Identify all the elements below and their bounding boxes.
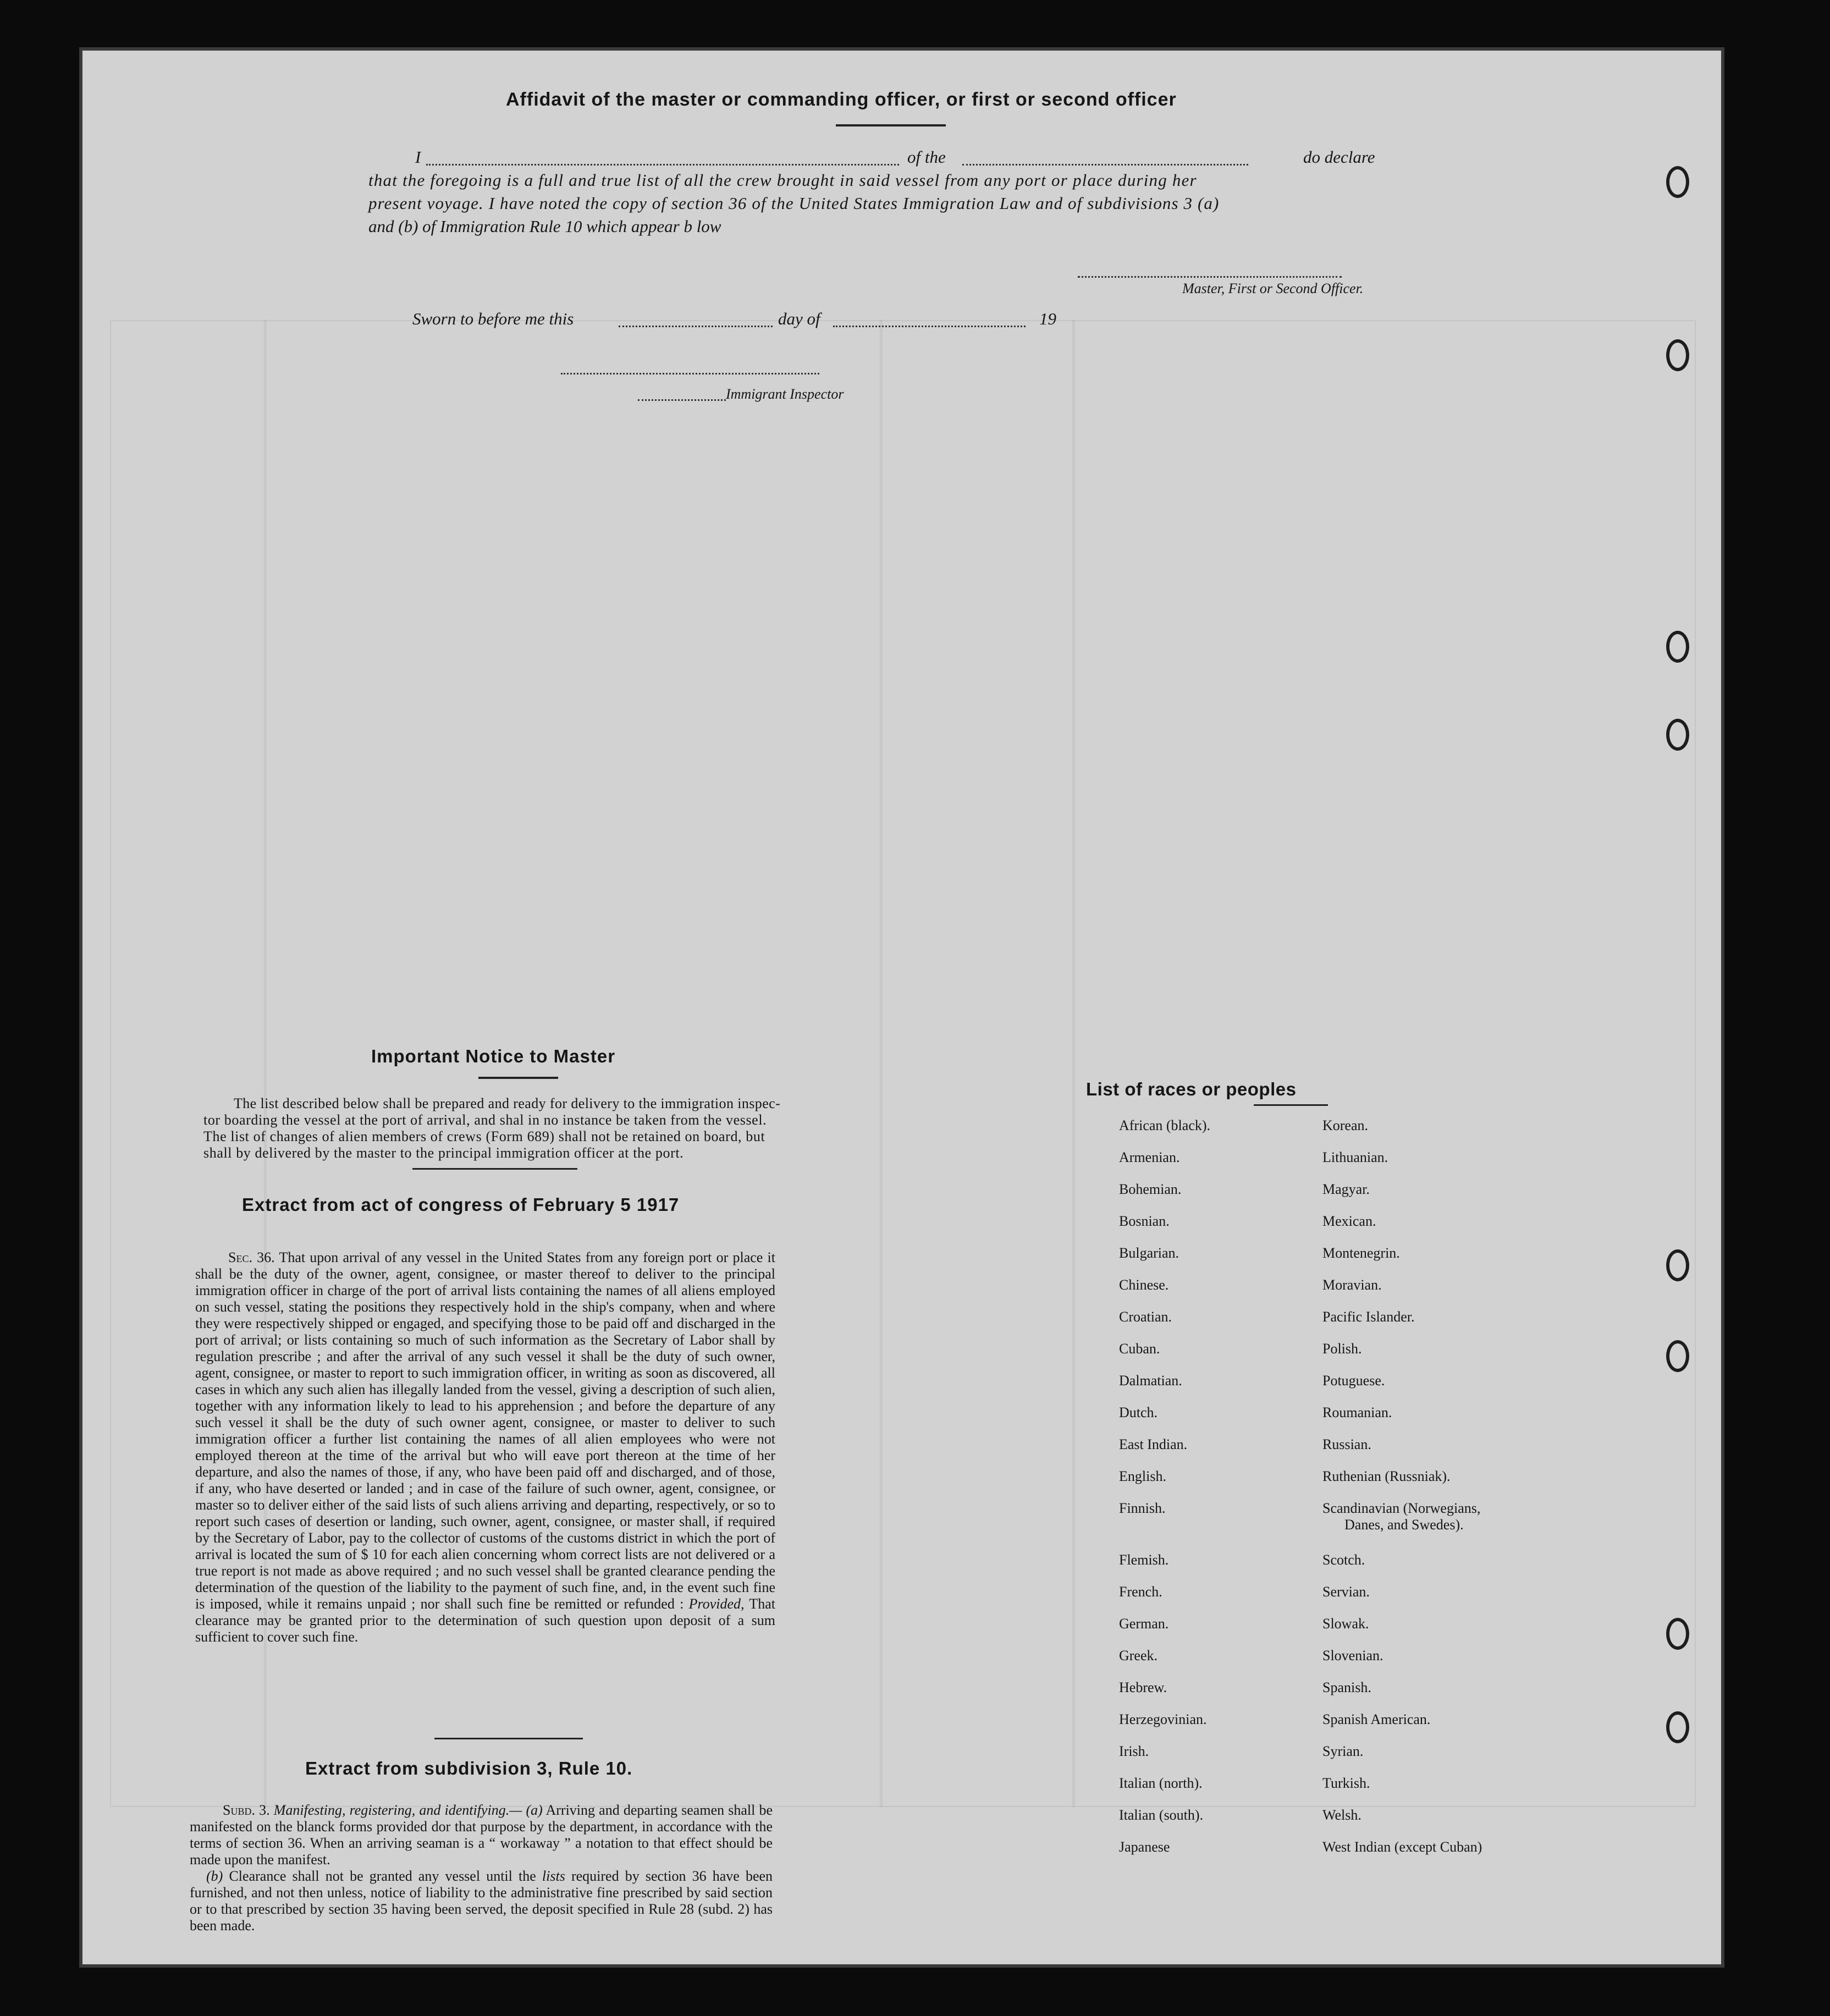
race-item-continuation: Danes, and Swedes).: [1344, 1517, 1464, 1533]
subd-b-lists: lists: [542, 1868, 565, 1884]
notice-underline: [478, 1077, 558, 1079]
race-item: Greek.: [1119, 1648, 1158, 1664]
title-underline: [836, 124, 946, 126]
name-blank: [426, 164, 899, 166]
bleed-through-column: [1072, 320, 1075, 1807]
race-item: Lithuanian.: [1322, 1149, 1388, 1165]
sworn-year: 19: [1039, 309, 1056, 328]
race-item: Chinese.: [1119, 1277, 1169, 1293]
race-item: African (black).: [1119, 1117, 1211, 1133]
binder-hole: [1666, 1249, 1689, 1281]
race-item: Finnish.: [1119, 1500, 1166, 1516]
race-item: Slowak.: [1322, 1616, 1369, 1632]
race-item: Japanese: [1119, 1839, 1170, 1855]
notice-title: Important Notice to Master: [371, 1046, 616, 1066]
race-item: Magyar.: [1322, 1181, 1370, 1197]
race-item: Ruthenian (Russniak).: [1322, 1468, 1451, 1484]
provided-word: Provided,: [688, 1596, 745, 1612]
race-item: Spanish.: [1322, 1679, 1371, 1695]
race-item: Hebrew.: [1119, 1679, 1167, 1695]
race-item: Bulgarian.: [1119, 1245, 1179, 1261]
notice-line-1: The list described below shall be prepared and ready for delivery to the immigration inspec-: [234, 1095, 781, 1111]
subd-a-label: (a): [526, 1802, 543, 1818]
binder-hole: [1666, 166, 1689, 198]
race-item: Scotch.: [1322, 1552, 1365, 1568]
race-item: Italian (north).: [1119, 1775, 1203, 1791]
race-item: Welsh.: [1322, 1807, 1362, 1823]
race-item: Cuban.: [1119, 1341, 1160, 1357]
race-item: Irish.: [1119, 1743, 1149, 1759]
inspector-blank: [561, 373, 819, 374]
binder-hole: [1666, 1340, 1689, 1372]
race-item: Servian.: [1322, 1584, 1370, 1600]
rule-title: Extract from subdivision 3, Rule 10.: [305, 1758, 633, 1778]
subd-heading: Manifesting, registering, and identifying.—: [273, 1802, 522, 1818]
race-item: Armenian.: [1119, 1149, 1180, 1165]
race-item: Potuguese.: [1322, 1373, 1385, 1389]
race-item: Scandinavian (Norwegians,: [1322, 1500, 1481, 1516]
race-item: Mexican.: [1322, 1213, 1376, 1229]
inspector-label: Immigrant Inspector: [726, 386, 844, 402]
race-item: Roumanian.: [1322, 1404, 1392, 1420]
race-item: West Indian (except Cuban): [1322, 1839, 1482, 1855]
sworn-date-blank: [619, 326, 773, 327]
bleed-through-column: [880, 320, 883, 1807]
race-item: Dutch.: [1119, 1404, 1158, 1420]
notice-line-2: tor boarding the vessel at the port of arrival, and shal in no instance be taken from the vessel.: [203, 1112, 767, 1128]
race-item: English.: [1119, 1468, 1166, 1484]
race-item: Russian.: [1322, 1436, 1371, 1452]
affidavit-declare: do declare: [1303, 147, 1375, 167]
race-item: Bosnian.: [1119, 1213, 1170, 1229]
race-item: German.: [1119, 1616, 1169, 1632]
document-page: [82, 51, 1721, 1964]
race-item: Moravian.: [1322, 1277, 1382, 1293]
race-item: Dalmatian.: [1119, 1373, 1182, 1389]
race-item: Herzegovinian.: [1119, 1711, 1207, 1727]
sworn-month-blank: [833, 326, 1026, 327]
subd-b-text-2: required by section 36 have been furnished, and not then unless, notice of liability to the administrative fine prescribed by said section or to that prescribed by section 35 having been served, the deposit specified in Rule 28 (subd. 2) has been made.: [190, 1868, 773, 1934]
race-item: Polish.: [1322, 1341, 1362, 1357]
affidavit-line-2: that the foregoing is a full and true list of all the crew brought in said vessel from any port or place during her: [368, 170, 1197, 190]
race-item: Pacific Islander.: [1322, 1309, 1415, 1325]
binder-hole: [1666, 339, 1689, 371]
subd-label: Subd. 3.: [223, 1802, 270, 1818]
sec-36-body-end: That clearance may be granted prior to the determination of such question upon deposit of a sum sufficient to cover such fine.: [195, 1596, 776, 1645]
binder-hole: [1666, 719, 1689, 751]
binder-hole: [1666, 1618, 1689, 1650]
race-item: Spanish American.: [1322, 1711, 1431, 1727]
subd-a-text: Arriving and departing seamen shall be manifested on the blanck forms provided dor that purpose by the department, in accordance with the terms of section 36. When an arriving seaman is a “ workaway ” a notation to that effect should be made upon the manifest.: [190, 1802, 773, 1868]
binder-hole: [1666, 631, 1689, 663]
act-title: Extract from act of congress of February 5 1917: [242, 1194, 680, 1215]
race-item: Slovenian.: [1322, 1648, 1383, 1664]
subd-b-label: (b): [206, 1868, 223, 1884]
race-item: Montenegrin.: [1322, 1245, 1400, 1261]
sworn-day: day of: [778, 309, 820, 328]
race-item: Italian (south).: [1119, 1807, 1204, 1823]
sworn-prefix: Sworn to before me this: [412, 309, 574, 328]
races-underline: [1254, 1104, 1328, 1106]
sec-36-body: That upon arrival of any vessel in the United States from any foreign port or place it shall be the duty of the owner, agent, consignee, or master thereof to deliver to the principal immigration officer in charge of the port of arrival lists containing the names of all aliens employed on such vessel, stating the positions they respectively hold in the ship's company, when and where they were respectively shipped or engaged, and specifying those to be paid off and discharged in the port of arrival; or lists containing so much of such information as the Secretary of Labor shall by regulation prescribe ; and after the arrival of any such vessel it shall be the duty of such owner, agent, consignee, or master to report to such immigration officer, in writing as soon as discovered, all cases in which any such alien has illegally landed from the vessel, giving a description of such alien, together with any information likely to lead to his apprehension ; and before the departure of any such vessel it shall be the duty of such owner agent, consignee, or master to deliver to such immigration officer a further list containing the names of all alien employees who were not employed thereon at the time of the arrival but who will eave port thereon at the time of her departure, and also the names of those, if any, who have been paid off and discharged, and of those, if any, who have deserted or landed ; and in case of the failure of such owner, agent, consignee, or master so to deliver either of the said lists of such aliens arriving and departing, respectively, or so to report such cases of desertion or landing, such owner, agent, consignee, or master shall, if required by the Secretary of Labor, pay to the collector of customs of the customs district in which the port of arrival is located the sum of $ 10 for each alien concerning whom correct lists are not delivered or a true report is not made as above required ; and no such vessel shall be granted clearance pending the determination of the question of the liability to the payment of such fine, and, in the event such fine is imposed, while it remains unpaid ; nor shall such fine be remitted or refunded :: [195, 1249, 775, 1612]
race-item: Syrian.: [1322, 1743, 1364, 1759]
race-item: Korean.: [1322, 1117, 1369, 1133]
race-item: Bohemian.: [1119, 1181, 1182, 1197]
race-item: French.: [1119, 1584, 1162, 1600]
affidavit-line-4: and (b) of Immigration Rule 10 which appear b low: [368, 217, 721, 236]
notice-divider: [412, 1168, 577, 1170]
signature-label: Master, First or Second Officer.: [1182, 280, 1364, 296]
binder-hole: [1666, 1711, 1689, 1743]
notice-line-4: shall by delivered by the master to the principal immigration officer at the port.: [203, 1145, 684, 1161]
inspector-blank-2: [638, 399, 726, 401]
race-item: Flemish.: [1119, 1552, 1169, 1568]
races-title: List of races or peoples: [1086, 1079, 1297, 1099]
affidavit-title: Affidavit of the master or commanding officer, or first or second officer: [506, 89, 1177, 110]
act-divider: [434, 1738, 583, 1739]
sec-label: Sec. 36.: [228, 1249, 275, 1265]
sec-36-text: [195, 1249, 775, 1645]
subd-3-text: [190, 1802, 773, 1934]
affidavit-of-the: of the: [907, 147, 946, 167]
race-item: Croatian.: [1119, 1309, 1172, 1325]
signature-blank: [1078, 276, 1342, 278]
affidavit-line-3: present voyage. I have noted the copy of section 36 of the United States Immigration Law and of subdivisions 3 (a): [368, 194, 1220, 213]
notice-line-3: The list of changes of alien members of crews (Form 689) shall not be retained on board, but: [203, 1128, 765, 1144]
race-item: Turkish.: [1322, 1775, 1370, 1791]
vessel-blank: [962, 164, 1248, 166]
race-item: East Indian.: [1119, 1436, 1188, 1452]
affidavit-i: I: [415, 147, 421, 167]
subd-b-text-1: Clearance shall not be granted any vessel until the: [229, 1868, 536, 1884]
